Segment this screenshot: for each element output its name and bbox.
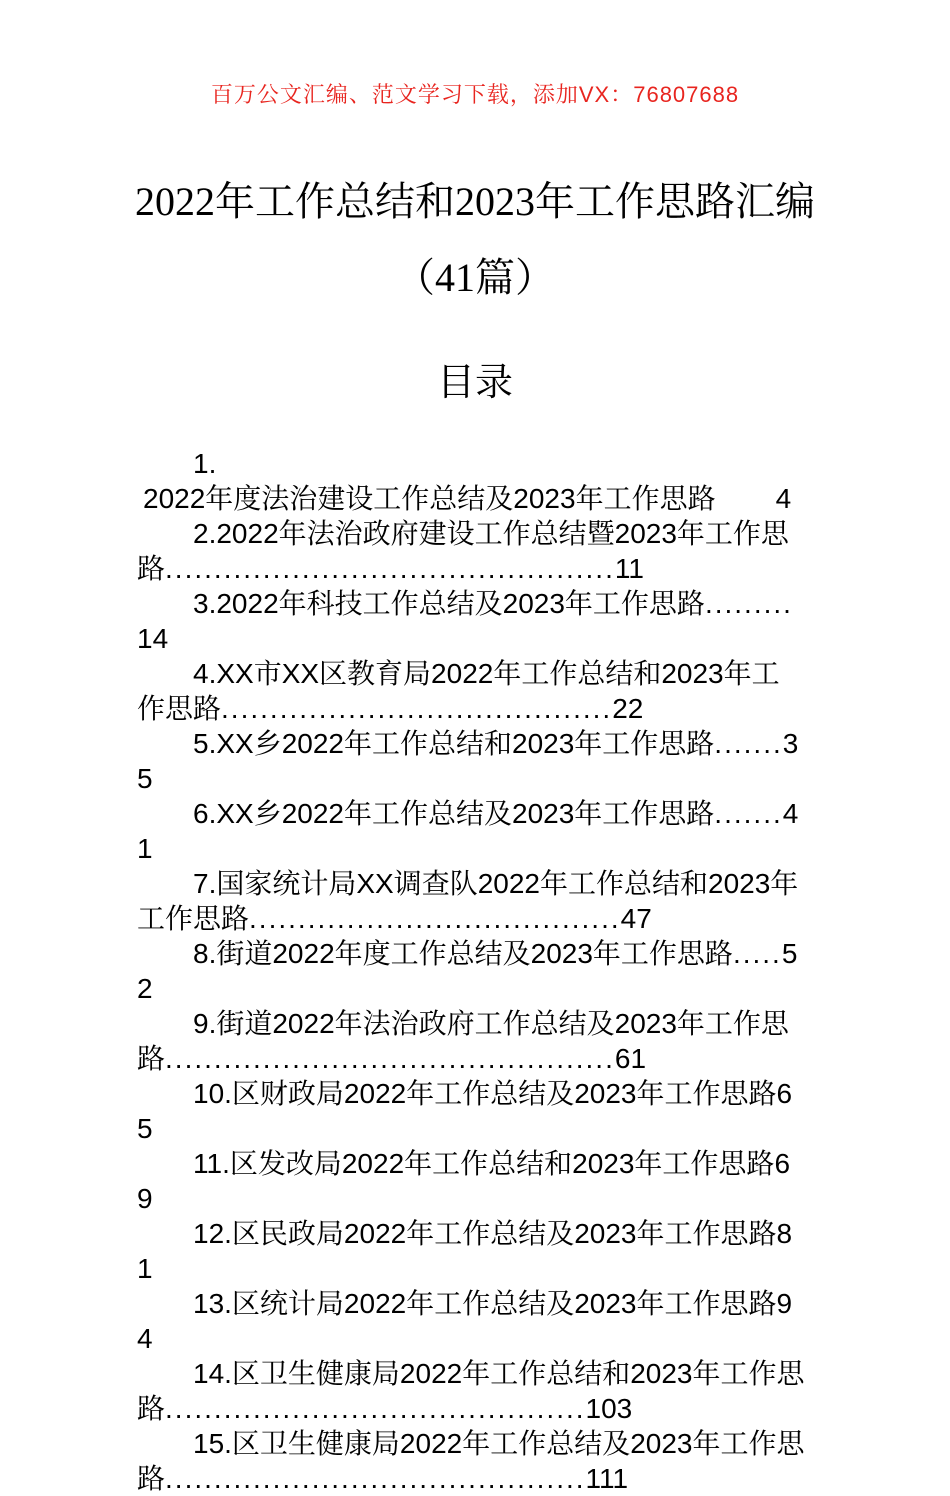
- toc-entry-title: 7.国家统计局XX调查队2022年工作总结和2023年工作思路: [137, 868, 799, 934]
- toc-dot-leader: ...........................................: [165, 1393, 586, 1424]
- toc-dot-leader: ...........................................: [165, 1463, 586, 1494]
- toc-page-number: 11: [614, 553, 644, 584]
- toc-entry[interactable]: [137, 726, 805, 796]
- toc-entry-title: 12.区民政局2022年工作总结及2023年工作思路: [193, 1218, 777, 1249]
- toc-entry-title: 15.区卫生健康局2022年工作总结及2023年工作思路: [137, 1428, 805, 1494]
- toc-dot-leader: ........................................: [221, 693, 613, 724]
- toc-heading: 目录: [436, 362, 513, 404]
- toc-entry-title: 9.街道2022年法治政府工作总结及2023年工作思路: [137, 1008, 789, 1074]
- toc-page-number: 4: [775, 483, 792, 514]
- toc-page-number: 61: [614, 1043, 647, 1074]
- toc-entry-title: 2.2022年法治政府建设工作总结暨2023年工作思路: [137, 518, 789, 584]
- toc-dot-leader: ..............................................: [165, 553, 615, 584]
- toc-entry[interactable]: [137, 866, 805, 936]
- toc-entry[interactable]: [137, 586, 805, 656]
- toc-entry[interactable]: [137, 516, 805, 586]
- toc-entry-number: 1.: [193, 448, 217, 479]
- toc-entry-title: 13.区统计局2022年工作总结及2023年工作思路: [193, 1288, 777, 1319]
- toc-entry[interactable]: [137, 1076, 805, 1146]
- toc-entry[interactable]: [137, 1216, 805, 1286]
- toc-entry-title: 14.区卫生健康局2022年工作总结和2023年工作思路: [137, 1358, 805, 1424]
- toc-entry-title: 6.XX乡2022年工作总结及2023年工作思路: [193, 798, 715, 829]
- toc-dot-leader: .......: [714, 798, 783, 829]
- toc-page-number: 94: [137, 1288, 793, 1354]
- toc-entry[interactable]: [137, 1146, 805, 1216]
- toc-dot-leader: ..............................................: [165, 1043, 615, 1074]
- toc-dot-leader: .........: [704, 588, 793, 619]
- toc-list: [0, 446, 950, 1496]
- toc-dot-leader: .......: [714, 728, 783, 759]
- toc-entry-title: 4.XX市XX区教育局2022年工作总结和2023年工作思路: [137, 658, 780, 724]
- toc-entry[interactable]: [137, 796, 805, 866]
- toc-page-number: 35: [137, 728, 799, 794]
- page-title-line1: 2022年工作总结和2023年工作思路汇编: [135, 179, 815, 224]
- toc-page-number: 52: [137, 938, 798, 1004]
- toc-page-number: 103: [585, 1393, 633, 1424]
- toc-page-number: 41: [137, 798, 799, 864]
- toc-dot-leader: ......................................: [249, 903, 621, 934]
- toc-dot-leader: .....: [732, 938, 782, 969]
- toc-entry[interactable]: [137, 1356, 805, 1426]
- toc-entry-title: 11.区发改局2022年工作总结和2023年工作思路: [193, 1148, 775, 1179]
- toc-entry-title: 5.XX乡2022年工作总结和2023年工作思路: [193, 728, 715, 759]
- toc-entry[interactable]: [137, 446, 805, 516]
- toc-entry[interactable]: [137, 1286, 805, 1356]
- toc-entry[interactable]: [137, 656, 805, 726]
- toc-page-number: 65: [137, 1078, 793, 1144]
- toc-page-number: 47: [620, 903, 652, 934]
- toc-page-number: 111: [585, 1463, 629, 1494]
- toc-entry-title: 2022年度法治建设工作总结及2023年工作思路: [143, 483, 716, 514]
- promo-notice: 百万公文汇编、范文学习下载，添加VX：76807688: [210, 82, 740, 107]
- toc-entry-title: 8.街道2022年度工作总结及2023年工作思路: [193, 938, 733, 969]
- toc-page-number: 14: [137, 623, 169, 654]
- toc-entry[interactable]: [137, 936, 805, 1006]
- page-title-line2: （41篇）: [395, 255, 555, 300]
- toc-entry[interactable]: [137, 1426, 805, 1496]
- toc-page-number: 22: [612, 693, 644, 724]
- toc-entry-title: 10.区财政局2022年工作总结及2023年工作思路: [193, 1078, 777, 1109]
- toc-entry-title: 3.2022年科技工作总结及2023年工作思路: [193, 588, 705, 619]
- toc-page-number: 69: [137, 1148, 791, 1214]
- toc-dot-leader: [716, 483, 776, 514]
- toc-entry[interactable]: [137, 1006, 805, 1076]
- toc-page-number: 81: [137, 1218, 793, 1284]
- page-title: [0, 164, 950, 316]
